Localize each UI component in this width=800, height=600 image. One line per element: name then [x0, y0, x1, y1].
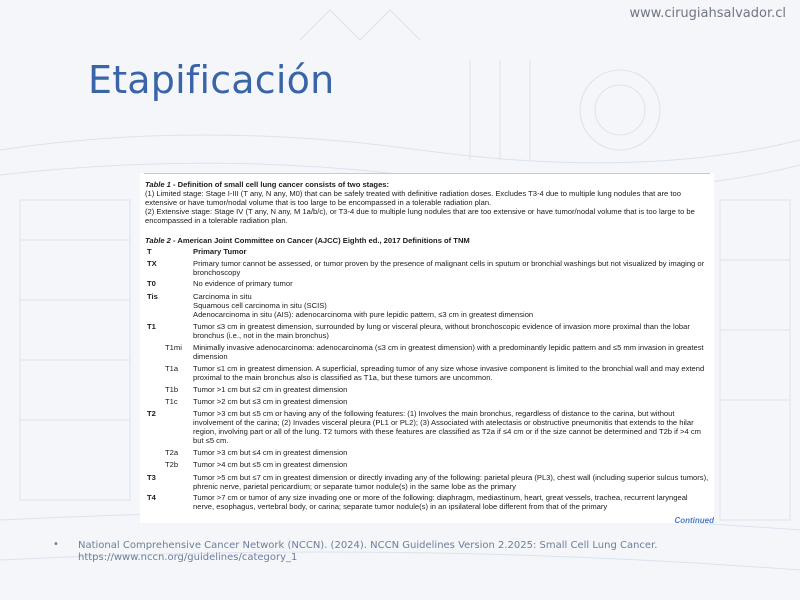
- row-code: T2a: [165, 448, 179, 457]
- row-code: TX: [147, 259, 157, 268]
- table2-label: Table 2: [145, 236, 171, 245]
- row-desc: No evidence of primary tumor: [193, 279, 293, 288]
- row-desc: Primary tumor cannot be assessed, or tumor proven by the presence of malignant cells in sputum or bronchial washings but not visualized by imaging or bronchoscopy: [193, 259, 705, 277]
- row-desc: Tumor >2 cm but ≤3 cm in greatest dimension: [193, 397, 348, 406]
- table1-caption: [145, 180, 711, 189]
- panel-top-rule: [144, 173, 710, 174]
- table1-limited-stage: (1) Limited stage: Stage I-III (T any, N any, M0) that can be safely treated with definitive radiation doses. Excludes T3-4 due to multiple lung nodules that are too extensive or have tumor/nodal volume that is too large to be encompassed in a tolerable radiation plan.: [145, 189, 681, 207]
- row-desc: Tumor >4 cm but ≤5 cm in greatest dimension: [193, 460, 348, 469]
- row-code: T1a: [165, 364, 179, 373]
- row-code: T1mi: [165, 343, 182, 352]
- row-desc: Tumor ≤3 cm in greatest dimension, surrounded by lung or visceral pleura, without bronchoscopic evidence of invasion more proximal than the lobar bronchus (i.e., not in the main bronchus): [193, 322, 690, 340]
- row-desc: Tumor >7 cm or tumor of any size invading one or more of the following: diaphragm, mediastinum, heart, great vessels, trachea, recurrent laryngeal nerve, esophagus, vertebral body, or carina; separate tumor nodule(s) in an ipsilateral lobe different from that of the primary: [193, 493, 688, 511]
- site-url[interactable]: www.cirugiahsalvador.cl: [629, 6, 786, 21]
- row-desc: Tumor >3 cm but ≤4 cm in greatest dimension: [193, 448, 348, 457]
- table1-block: [145, 180, 711, 225]
- row-desc: Tumor >3 cm but ≤5 cm or having any of the following features: (1) Involves the main bronchus, regardless of distance to the carina, but without involvement of the carina; (2) Invades visceral pleura (PL1 or PL2); (3) Associated with atelectasis or obstructive pneumonitis that extends to the hilar region, involving part or all of the lung. T2 tumors with these features are classified as T2a if ≤4 cm or if the size cannot be determined and T2b if >4 cm but ≤5 cm.: [193, 409, 701, 445]
- reference-bullet: •: [53, 539, 59, 550]
- continued-label: Continued: [674, 516, 714, 523]
- table1-extensive-stage: (2) Extensive stage: Stage IV (T any, N any, M 1a/b/c), or T3-4 due to multiple lung nodules that are too extensive or have tumor/nodal volume that is too large to be encompassed in a tolerable radiation plan.: [145, 207, 695, 225]
- row-code: T2: [147, 409, 156, 418]
- row-code: T4: [147, 493, 156, 502]
- row-code: T2b: [165, 460, 179, 469]
- slide-title: Etapificación: [88, 58, 335, 102]
- row-desc: Minimally invasive adenocarcinoma: adenocarcinoma (≤3 cm in greatest dimension) with a predominantly lepidic pattern and ≤5 mm invasion in greatest dimension: [193, 343, 704, 361]
- table1-title: - Definition of small cell lung cancer consists of two stages:: [170, 180, 390, 189]
- table2-caption: [145, 236, 711, 245]
- row-code: T0: [147, 279, 156, 288]
- row-code: Tis: [147, 292, 158, 301]
- row-code: T1b: [165, 385, 179, 394]
- tnm-table-image: [140, 173, 714, 523]
- row-code: T1: [147, 322, 156, 331]
- row-desc: Tumor ≤1 cm in greatest dimension. A superficial, spreading tumor of any size whose invasive component is limited to the bronchial wall and may extend proximal to the main bronchus also is classified as T1a, but these tumors are uncommon.: [193, 364, 705, 382]
- reference-link[interactable]: https://www.nccn.org/guidelines/category_1: [78, 552, 298, 563]
- row-desc: Tumor >1 cm but ≤2 cm in greatest dimension: [193, 385, 348, 394]
- table2-title: - American Joint Committee on Cancer (AJCC) Eighth ed., 2017 Definitions of TNM: [170, 236, 470, 245]
- row-code: T1c: [165, 397, 178, 406]
- row-code: T3: [147, 473, 156, 482]
- table1-label: Table 1: [145, 180, 171, 189]
- row-desc: Primary Tumor: [193, 247, 247, 256]
- row-desc: Tumor >5 cm but ≤7 cm in greatest dimension or directly invading any of the following: parietal pleura (PL3), chest wall (including superior sulcus tumors), phrenic nerve, parietal pericardium; or separate tumor nodule(s) in the same lobe as the primary: [193, 473, 709, 491]
- reference-text: National Comprehensive Cancer Network (NCCN). (2024). NCCN Guidelines Version 2.2025: Small Cell Lung Cancer.: [78, 540, 658, 551]
- row-desc: Carcinoma in situ Squamous cell carcinoma in situ (SCIS) Adenocarcinoma in situ (AIS): adenocarcinoma with pure lepidic pattern, ≤3 cm in greatest dimension: [193, 292, 534, 319]
- row-code: T: [147, 247, 152, 256]
